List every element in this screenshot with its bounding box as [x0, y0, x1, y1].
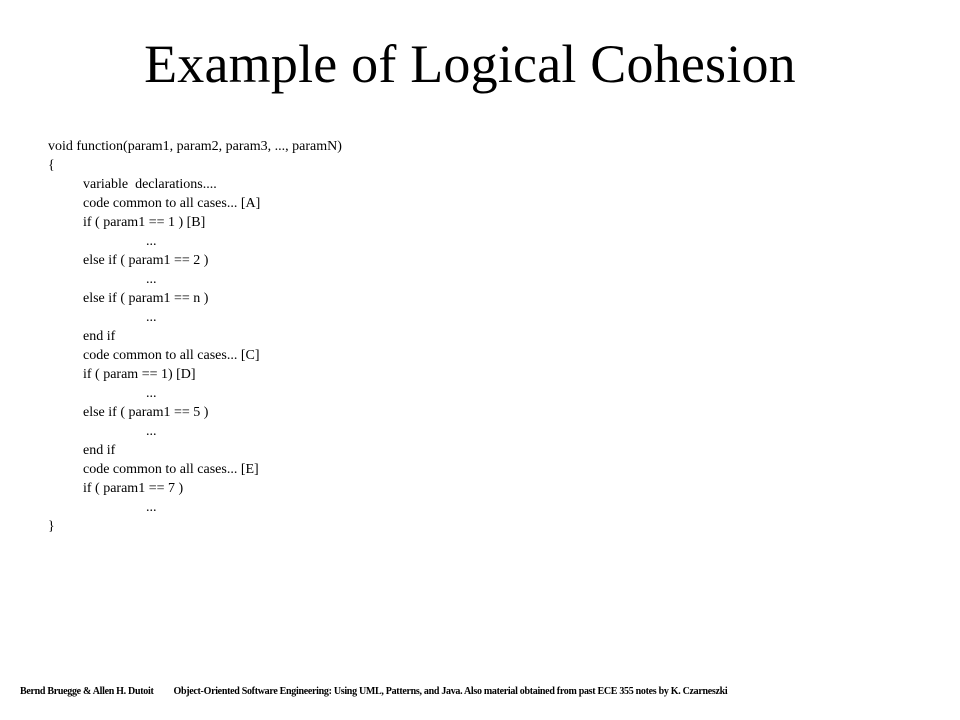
code-line: else if ( param1 == 2 )	[83, 253, 209, 268]
code-line: if ( param1 == 1 ) [B]	[83, 215, 206, 230]
code-line: else if ( param1 == 5 )	[83, 405, 209, 420]
code-line: }	[48, 519, 55, 534]
code-line: ...	[146, 500, 157, 515]
code-line: code common to all cases... [A]	[83, 196, 261, 211]
code-line: ...	[146, 386, 157, 401]
code-block	[48, 137, 748, 536]
code-line: else if ( param1 == n )	[83, 291, 209, 306]
code-line: ...	[146, 310, 157, 325]
code-line: ...	[146, 272, 157, 287]
code-line: variable declarations....	[83, 177, 217, 192]
code-line: ...	[146, 424, 157, 439]
footer-citation: Object-Oriented Software Engineering: Using UML, Patterns, and Java. Also material obtained from past ECE 355 notes by K. Czarneszki	[173, 686, 728, 697]
code-line: end if	[83, 443, 116, 458]
code-line: if ( param == 1) [D]	[83, 367, 196, 382]
code-line: if ( param1 == 7 )	[83, 481, 184, 496]
code-line: code common to all cases... [C]	[83, 348, 260, 363]
code-line: void function(param1, param2, param3, ..., paramN)	[48, 139, 342, 154]
code-line: end if	[83, 329, 116, 344]
slide-title: Example of Logical Cohesion	[144, 34, 796, 94]
code-line: {	[48, 158, 55, 173]
footer-authors: Bernd Bruegge & Allen H. Dutoit	[20, 686, 154, 697]
code-line: code common to all cases... [E]	[83, 462, 259, 477]
footer	[20, 685, 727, 699]
code-line: ...	[146, 234, 157, 249]
